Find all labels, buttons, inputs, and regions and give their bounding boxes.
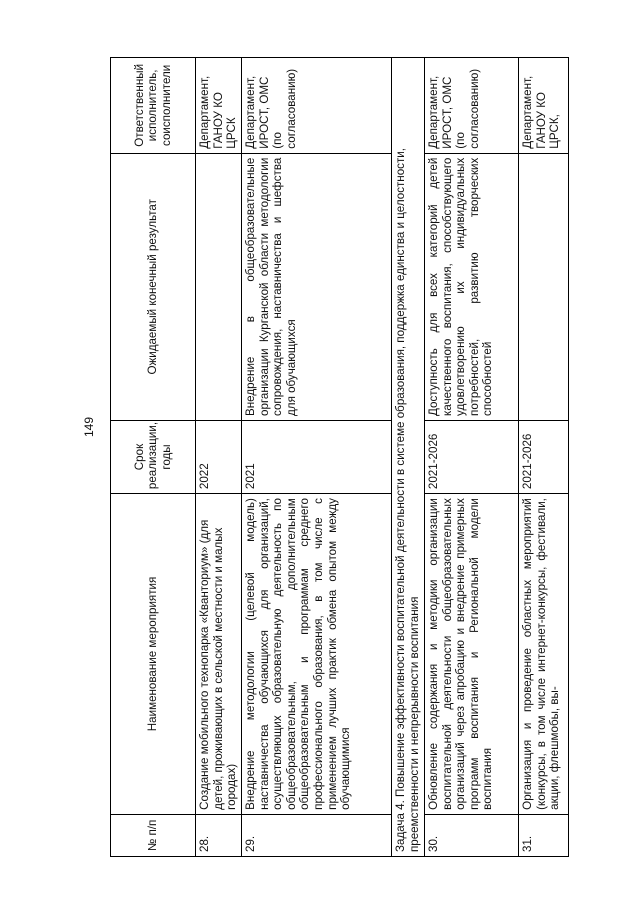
row-term: 2021-2026: [519, 420, 569, 493]
header-result: Ожидаемый конечный результат: [111, 153, 196, 420]
row-responsible: Департамент, ГАНОУ КО ЦРСК,: [519, 58, 569, 154]
measures-table: [110, 57, 569, 857]
header-term: Срок реализации, годы: [111, 420, 196, 493]
row-name: Обновление содержания и методики организации воспитательной деятельности общеобразовательных организаций через апробацию и внедрение примерных программ воспитания и Региональной модели воспитания: [425, 494, 519, 815]
row-term: 2021: [242, 420, 392, 493]
task-row: [392, 58, 425, 857]
row-num: 31.: [519, 814, 569, 856]
task-heading: Задача 4. Повышение эффективности воспитательной деятельности в системе образования, поддержка единства и целостности, преемственности и непрерывности воспитания: [392, 58, 425, 857]
row-num: 29.: [242, 814, 392, 856]
row-name: Создание мобильного технопарка «Кванториум» (для детей, проживающих в сельской местности и малых городах): [196, 494, 242, 815]
row-result: [196, 153, 242, 420]
table-header-row: [111, 58, 196, 857]
table-row: [242, 58, 392, 857]
row-num: 28.: [196, 814, 242, 856]
table-row: [519, 58, 569, 857]
row-responsible: Департамент, ИРОСТ, ОМС (по согласованию): [425, 58, 519, 154]
row-responsible: Департамент, ИРОСТ, ОМС (по согласованию): [242, 58, 392, 154]
row-term: 2022: [196, 420, 242, 493]
table-row: [196, 58, 242, 857]
row-num: 30.: [425, 814, 519, 856]
header-num: № п/п: [111, 814, 196, 856]
page-number: 149: [82, 416, 96, 437]
table-row: [425, 58, 519, 857]
rotated-table-page: [110, 57, 562, 857]
header-name: Наименование мероприятия: [111, 494, 196, 815]
row-responsible: Департамент, ГАНОУ КО ЦРСК: [196, 58, 242, 154]
row-result: Внедрение в общеобразовательные организации Курганской области методологии сопровождения, наставничества и шефства для обучающихся: [242, 153, 392, 420]
row-name: Организация и проведение областных мероприятий (конкурсы, в том числе интернет-конкурсы, фестивали, акции, флешмобы, вы-: [519, 494, 569, 815]
row-result: Доступность для всех категорий детей качественного воспитания, способствующего удовлетворению их индивидуальных потребностей, развитию творческих способностей: [425, 153, 519, 420]
row-result: [519, 153, 569, 420]
row-term: 2021-2026: [425, 420, 519, 493]
row-name: Внедрение методологии (целевой модель) наставничества обучающихся для организаций, осуществляющих образовательную деятельность по общеобразовательным, дополнительным общеобразовательным и программам среднего профессионального образования, в том числе с применением лучших практик обмена опытом между обучающимися: [242, 494, 392, 815]
header-responsible: Ответственный исполнитель, соисполнители: [111, 58, 196, 154]
